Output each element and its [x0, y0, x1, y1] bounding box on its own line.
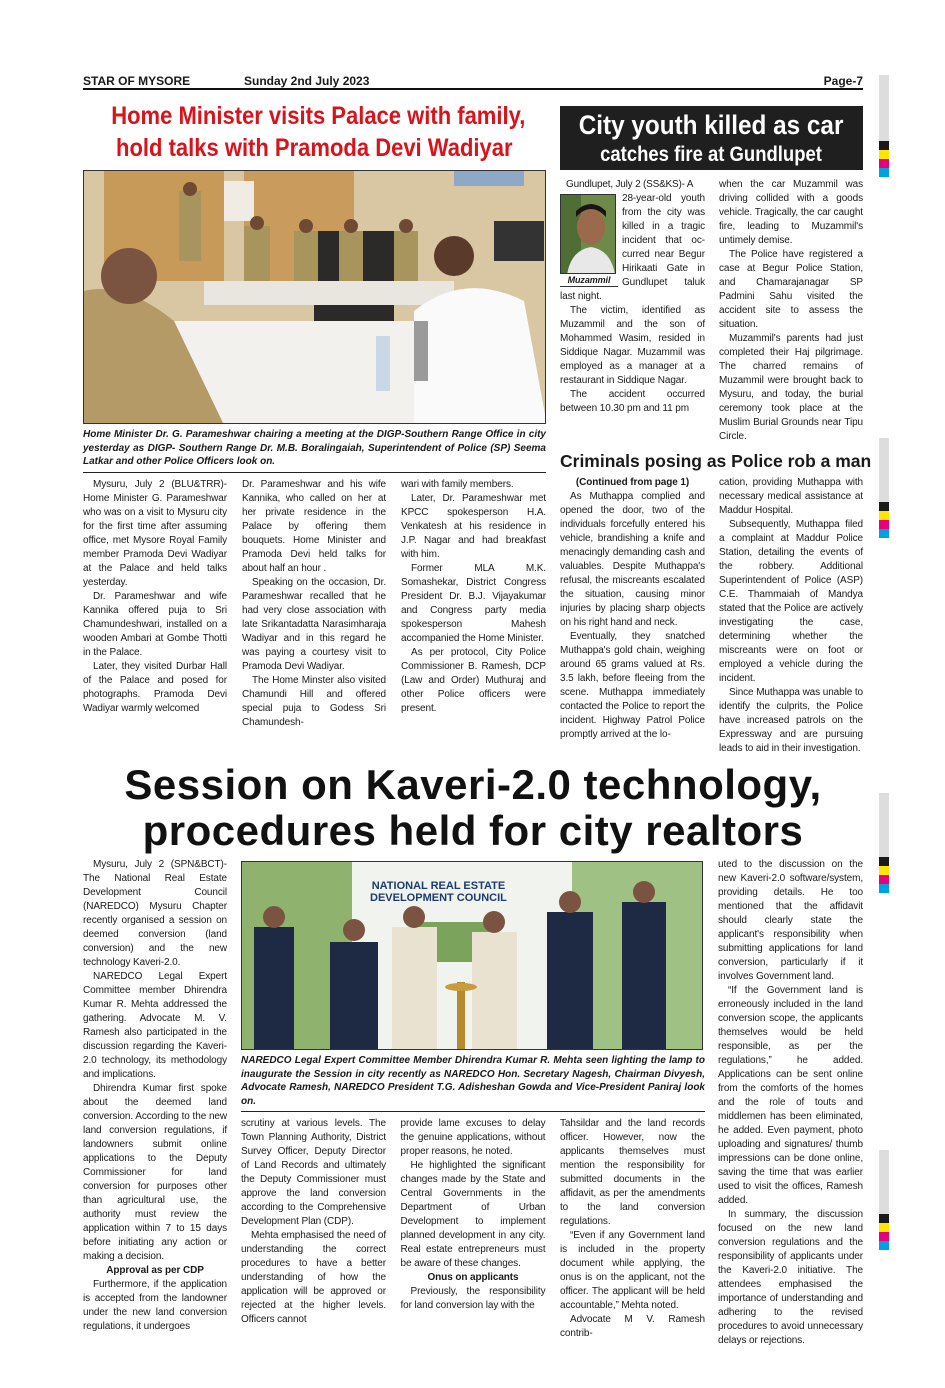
paragraph: cation, providing Muthappa with necessary medical assistance at Maddur Hospital.	[719, 477, 863, 516]
headline-line: hold talks with Pramoda Devi Wadiyar	[116, 134, 513, 162]
paragraph: The Home Minster also visited Chamundi Hill and offered special puja to Godess Sri Chamundesh-	[242, 674, 386, 728]
text-line: Hirikaati Gate in	[622, 263, 705, 274]
right-column	[560, 90, 872, 756]
article-column	[401, 478, 546, 716]
headline-city-youth	[560, 106, 863, 170]
paragraph: As Muthappa complied and opened the door, two of the individuals forcefully entered his vehicle, brandishing a knife and menacingly demanding cash and valuables. Despite Muthappa's refusal, the miscreants escalated the situation, causing minor injuries by placing sharp objects on his right hand and neck.	[560, 491, 705, 628]
text-line: killed in a tragic	[622, 221, 705, 232]
article-city-youth	[560, 178, 863, 444]
text-line: incident that oc-	[622, 235, 705, 246]
paragraph: The accident occurred between 10.30 pm and 11 pm	[560, 389, 705, 414]
paragraph: Mysuru, July 2 (BLU&TRR)- Home Minister G. Parameshwar who was on a visit to Mysuru city for the first time after assuming office, met Mysore Royal Family member Pramoda Devi Wadiyar at the Palace and held talks yesterday.	[83, 478, 227, 588]
issue-date: Sunday 2nd July 2023	[244, 74, 370, 88]
paragraph: scrutiny at various levels. The Town Planning Authority, District Survey Officer, Deputy Director of Land Records and ultimately the Deputy Commissioner must approve the land conversion according to the Comprehensive Development Plan (CDP).	[241, 1118, 386, 1227]
paragraph: The victim, identified as Muzammil and the son of Mohammed Wasim, resided in Siddique Nagar. Muzammil was employed as a manager at a restaurant in Siddique Nagar.	[560, 305, 705, 386]
photo-lamp-lighting	[241, 861, 703, 1050]
article-kaveri-session	[83, 858, 863, 1348]
article-column	[401, 1117, 546, 1313]
paragraph: Dr. Parameshwar and wife Kannika offered puja to Sri Chamundeshwari, installed on a wooden Ambari at Gombe Thotti in the Palace.	[83, 590, 227, 658]
paragraph: Mysuru, July 2 (SPN&BCT)- The National Real Estate Development Council (NAREDCO) Mysuru Chapter recently organised a session on deemed conversion (land conversion) and the new technology Kaveri-2.0.	[83, 859, 227, 968]
paragraph: Later, Dr. Parameshwar met KPCC spokesperson H.A. Venkatesh at his residence in J.P. Nagar and had breakfast with him.	[401, 492, 546, 560]
newspaper-page	[83, 0, 872, 1388]
paragraph: Mehta emphasised the need of understanding the correct procedures to have a better understanding of how the application will be approved or rejected at the higher levels. Officers cannot	[241, 1230, 386, 1325]
text-line: Gundlupet, July 2 (SS&KS)- A	[566, 179, 694, 190]
paragraph: He highlighted the significant changes made by the State and Central Governments in the Department of Urban Development to implement planned development in any city. Real estate entrepreneurs must be aware of these changes.	[400, 1160, 546, 1269]
photo-caption: NAREDCO Legal Expert Committee Member Dhirendra Kumar R. Mehta seen lighting the lamp to inaugurate the Session in city recently as NAREDCO Hon. Secretary Nagesh, Chairman Divyesh, Advocate Ramesh, NAREDCO President T.G. Adisheshan Gowda and Vice-President Paniraj look on.	[241, 1054, 705, 1112]
text-line: 28-year-old youth	[622, 193, 705, 204]
paragraph: NAREDCO Legal Expert Committee member Dhirendra Kumar R. Mehta addressed the gathering. Advocate M. V. Ramesh also participated in the discussion regarding the Kaveri-2.0 technology, its methodology and implications.	[83, 971, 227, 1080]
headline-criminals: Criminals posing as Police rob a man	[560, 451, 872, 471]
paragraph: Speaking on the occasion, Dr. Parameshwar recalled that he had very close association with late Srikantadatta Narasimharaja Wadiyar and in this regard he was paying a courtesy visit to Pramoda Devi Wadiyar.	[242, 576, 386, 672]
subheading: (Continued from page 1)	[575, 477, 690, 488]
paragraph: Subsequently, Muthappa filed a complaint at Maddur Police Station, detailing the events of the robbery. Additional Superintendent of Police (ASP) C.E. Thammaiah of Mandya stated that the Police are actively investigating the case, determining whether the miscreants were on foot or employed a vehicle during the incident.	[719, 519, 863, 684]
headline-line: catches fire at Gundlupet	[600, 143, 823, 166]
paragraph: last night.	[560, 291, 602, 302]
paragraph: when the car Muzammil was driving collided with a goods vehicle. Tragically, the car caught fire, leading to Muzammil's untimely demise.	[719, 179, 863, 246]
text-line: curred near Begur	[622, 249, 705, 260]
paragraph: Tahsildar and the land records officer. However, now the applicants themselves must mention the responsibility for submitted documents in the affidavit, as per the amendments to the land conversion regulations.	[560, 1118, 705, 1227]
article-column	[242, 478, 386, 730]
photo-muzammil-block	[560, 194, 618, 287]
article-column	[718, 858, 863, 1348]
subheading: Approval as per CDP	[106, 1265, 204, 1276]
paragraph: uted to the discussion on the new Kaveri-2.0 software/system, providing details. He too mentioned that the affidavit should clearly state the applicant's responsibility when submitting applications for land conversion, particularly if it involves Government land.	[718, 859, 863, 982]
lead-text	[560, 178, 705, 290]
paper-name: STAR OF MYSORE	[83, 74, 191, 88]
paragraph: In summary, the discussion focused on the new land conversion regulations and the responsibility of applicants under the Kaveri-2.0 initiative. The attendees emphasised the importance of understanding and adhering to the revised procedures to avoid unnecessary delays or rejections.	[718, 1209, 863, 1346]
article-column	[560, 476, 705, 742]
article-home-minister	[83, 90, 546, 730]
subheading: Onus on applicants	[427, 1272, 519, 1283]
paragraph: As per protocol, City Police Commissioner B. Ramesh, DCP (Law and Order) Muthuraj and other Police officers were present.	[401, 646, 546, 714]
text-line: Gundlupet taluk	[622, 277, 705, 288]
photo-caption: Muzammil	[560, 274, 618, 287]
paragraph: Muzammil's parents had just completed their Haj pilgrimage. The charred remains of Muzammil were brought back to Mysuru, and today, the burial ceremony took place at the Muslim Burial Grounds near Tipu Circle.	[719, 333, 863, 442]
headline-line: Session on Kaveri-2.0 technology,	[124, 761, 822, 808]
headline-home-minister	[83, 100, 546, 164]
headline-kaveri-session	[75, 762, 871, 854]
paragraph: wari with family members.	[401, 478, 514, 490]
page-number: Page-7	[823, 74, 863, 88]
photo-muzammil	[560, 194, 616, 274]
article-column	[83, 858, 227, 1334]
banner-text	[370, 880, 507, 904]
headline-line: procedures held for city realtors	[142, 807, 804, 854]
article-column	[719, 476, 863, 756]
paragraph: Since Muthappa was unable to identify the culprits, the Police have increased patrols on the Expressway and are pursuing leads to aid in their investigation.	[719, 687, 863, 754]
paragraph: Dhirendra Kumar first spoke about the deemed land conversion. According to the new land conversion regulations, if landowners submit online applications to the Deputy Commissioner for land conversion for purposes other than agricultural use, the authority must review the application within 7 to 15 days before initiating any action or making a decision.	[83, 1083, 227, 1262]
paragraph: “Even if any Government land is included in the property document while applying, the onus is on the applicant, not the officer. The applicant will be held accountable,” Mehta noted.	[560, 1230, 705, 1311]
paragraph: Later, they visited Durbar Hall of the Palace and posed for photographs. Pramoda Devi Wadiyar warmly welcomed	[83, 660, 227, 714]
paragraph: Dr. Parameshwar and his wife Kannika, who called on her at her private residence in the Palace by offering them bouquets. Home Minister and Pramoda Devi held talks for about half an hour .	[242, 478, 386, 574]
banner-line: NATIONAL REAL ESTATE	[371, 880, 506, 892]
paragraph: Previously, the responsibility for land conversion lay with the	[400, 1286, 546, 1311]
article-column	[83, 478, 227, 716]
article-column	[719, 178, 863, 444]
masthead	[83, 74, 863, 90]
article-criminals	[560, 476, 863, 756]
paragraph: Furthermore, if the application is accepted from the landowner under the new land conversion regulations, it undergoes	[83, 1279, 227, 1332]
paragraph: “If the Government land is erroneously included in the land conversion scope, the applicants themselves would be held responsible, as per the regulations,” he added. Applications can be sent online from the comforts of the homes and the role of touts and middlemen has been eliminated, he added. Even payment, photo uploading and signatures/ thumb impressions can be done online, saving the time that was earlier used to visit the offices, Ramesh added.	[718, 985, 863, 1206]
paragraph: The Police have registered a case at Begur Police Station, and Chamarajanagar SP Padmini Sahu visited the accident site to assess the situation.	[719, 249, 863, 330]
article-column	[241, 1117, 386, 1327]
photo-meeting	[83, 170, 546, 424]
middle-block	[241, 858, 705, 1341]
article-column	[560, 1117, 705, 1341]
paragraph: provide lame excuses to delay the genuine applications, without proper reasons, he noted.	[400, 1118, 546, 1157]
headline-line: Home Minister visits Palace with family,	[111, 102, 526, 130]
article-column	[560, 178, 705, 416]
paragraph: Former MLA M.K. Somashekar, District Congress President Dr. B.J. Vijayakumar and Congress party media spokesperson Mahesh accompanied the Home Minister.	[401, 562, 546, 644]
banner-line: DEVELOPMENT COUNCIL	[370, 892, 507, 904]
text-line: from the city was	[622, 207, 705, 218]
top-section	[83, 90, 872, 756]
paragraph: Advocate M V. Ramesh contrib-	[560, 1314, 705, 1339]
paragraph: Eventually, they snatched Muthappa's gold chain, weighing around 65 grams valued at Rs. 3.5 lakh, before fleeing from the scene. Muthappa immediately contacted the Police to report the incident. Highway Patrol Police promptly arrived at the lo-	[560, 631, 705, 740]
photo-caption: Home Minister Dr. G. Parameshwar chairing a meeting at the DIGP-Southern Range Office in city yesterday as DIGP- Southern Range Dr. M.B. Boralingaiah, Superintendent of Police (SP) Seema Latkar and other Police Officers look on.	[83, 428, 546, 473]
headline-line: City youth killed as car	[579, 110, 844, 140]
